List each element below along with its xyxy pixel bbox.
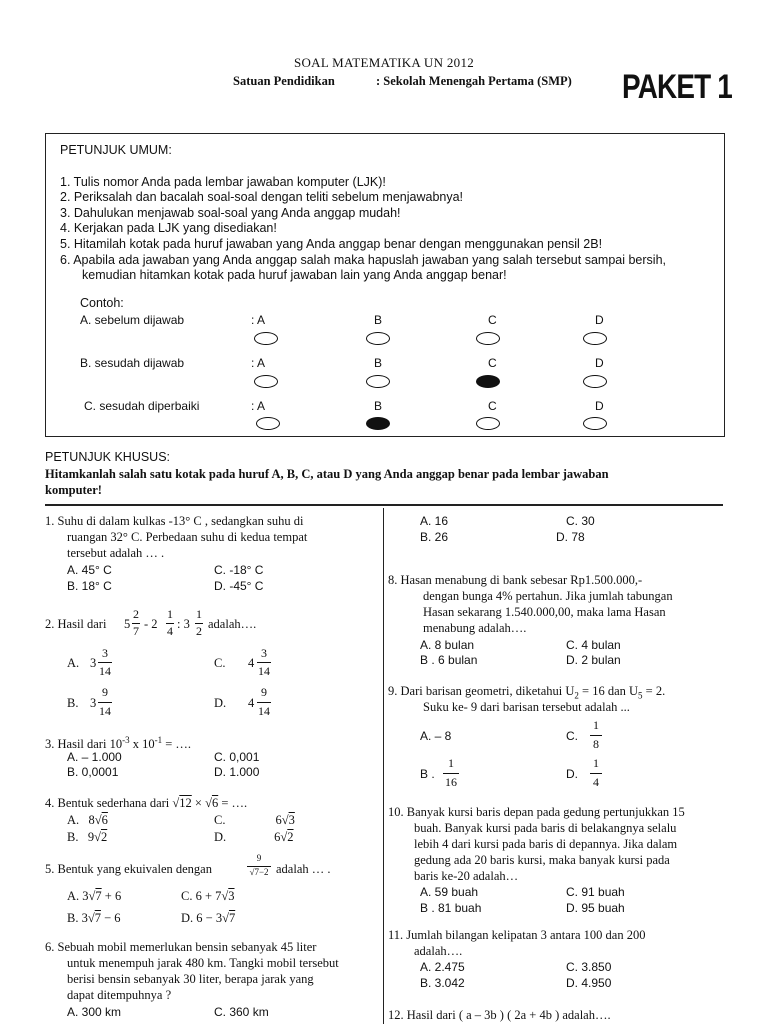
operator: - 2 (144, 617, 158, 631)
question-6-line: dapat ditempuhnya ? (67, 988, 172, 1002)
question-4: 4. Bentuk sederhana dari √12 × √6 = …. (45, 796, 248, 810)
fraction-numerator: 1 (593, 756, 599, 770)
fraction-bar (590, 735, 602, 736)
sqrt-symbol: √ (205, 796, 212, 810)
general-instructions-title: PETUNJUK UMUM: (60, 143, 172, 157)
sqrt-symbol: √ (172, 796, 180, 810)
option-c: C. 6√3 (214, 813, 295, 827)
option-c: C. 6 + 7√3 (181, 889, 235, 903)
fraction-denominator: 7 (133, 624, 139, 638)
school-level-value: : Sekolah Menengah Pertama (SMP) (376, 74, 572, 88)
option-a: A. 59 buah (420, 885, 479, 899)
fraction-denominator: 14 (258, 664, 270, 678)
option-d: D. -45° C (214, 579, 264, 593)
option-letter-c: C (488, 356, 497, 370)
answer-bubble-empty (583, 332, 607, 345)
instruction-item: 2. Periksalah dan bacalah soal-soal dengan teliti sebelum menjawabnya! (60, 190, 464, 204)
example-row-label: B. sesudah dijawab (80, 356, 185, 370)
question-9-line: Suku ke- 9 dari barisan tersebut adalah ... (423, 700, 630, 714)
question-12: 12. Hasil dari ( a – 3b ) ( 2a + 4b ) adalah…. (388, 1008, 611, 1022)
question-8-line: 8. Hasan menabung di bank sebesar Rp1.500.000,- (388, 573, 643, 587)
section-divider (45, 504, 723, 506)
option-letter-d: D (595, 399, 604, 413)
fraction-denominator: 4 (593, 775, 599, 789)
option-d-label: D. (214, 696, 227, 710)
option-letter-c: C (488, 399, 497, 413)
option-c-label: C. (214, 656, 226, 670)
fraction-numerator: 9 (261, 685, 267, 699)
fraction-numerator: 2 (133, 607, 139, 621)
instruction-item: 6. Apabila ada jawaban yang Anda anggap salah maka hapuslah jawaban yang salah tersebut sampai bersih, (60, 253, 666, 267)
question-1-line: 1. Suhu di dalam kulkas -13° C , sedangkan suhu di (45, 514, 304, 528)
instruction-item: 5. Hitamilah kotak pada huruf jawaban yang Anda anggap benar dengan menggunakan pensil 2B! (60, 237, 603, 251)
question-2-prefix: 2. Hasil dari (45, 617, 107, 631)
instruction-item: 1. Tulis nomor Anda pada lembar jawaban komputer (LJK)! (60, 175, 386, 189)
option-letter-b: B (374, 313, 383, 327)
option-c-label: C. (566, 729, 578, 743)
fraction-denominator: 2 (196, 624, 202, 638)
fraction-denominator: √7−2 (249, 867, 269, 877)
paket-label: PAKET 1 (622, 68, 732, 106)
option-d: D. 1.000 (214, 765, 260, 779)
question-10-line: lebih 4 dari kursi pada baris di depannya. Jika dalam (414, 837, 678, 851)
mixed-number-whole: 5 (124, 617, 131, 631)
option-a-label: A. (67, 656, 80, 670)
fraction-numerator: 9 (256, 853, 262, 863)
option-b: B. 0,0001 (67, 765, 119, 779)
option-b: B. 3.042 (420, 976, 465, 990)
answer-bubble-empty (254, 375, 278, 388)
fraction-bar (98, 702, 112, 703)
fraction-numerator: 1 (448, 756, 454, 770)
option-b: B . 6 bulan (420, 653, 478, 667)
option-a: A. 45° C (67, 563, 112, 577)
answer-bubble-empty (366, 375, 390, 388)
option-a: A. 2.475 (420, 960, 465, 974)
option-a: A. 16 (420, 514, 449, 528)
fraction-bar (590, 773, 602, 774)
fraction-numerator: 3 (102, 646, 108, 660)
option-b: B. 18° C (67, 579, 112, 593)
fraction-denominator: 16 (445, 775, 457, 789)
answer-bubble-filled (366, 417, 390, 430)
mixed-number-whole: 4 (248, 656, 255, 670)
option-letter-a: : A (251, 356, 266, 370)
option-letter-b: B (374, 356, 383, 370)
answer-bubble-empty (254, 332, 278, 345)
specific-instructions-line: Hitamkanlah salah satu kotak pada huruf A, B, C, atau D yang Anda anggap benar pada lembar jawaban (45, 467, 609, 481)
option-c: C. 360 km (214, 1005, 269, 1019)
option-b: B . 81 buah (420, 901, 482, 915)
example-row-label: C. sesudah diperbaiki (84, 399, 200, 413)
question-2-suffix: adalah…. (208, 617, 257, 631)
option-d: D. 95 buah (566, 901, 625, 915)
mixed-number-whole: 3 (90, 696, 97, 710)
option-a: A. 8√6 (67, 813, 108, 827)
fraction-numerator: 1 (167, 607, 173, 621)
question-10-line: gedung ada 20 baris kursi, maka banyak kursi pada (414, 853, 670, 867)
option-b-label: B . (420, 767, 435, 781)
option-b: B. 26 (420, 530, 449, 544)
option-b: B. 3√7 − 6 (67, 911, 121, 925)
option-d: D. 78 (556, 530, 585, 544)
fraction-bar (443, 773, 459, 774)
question-10-line: 10. Banyak kursi baris depan pada gedung pertunjukkan 15 (388, 805, 685, 819)
answer-bubble-empty (366, 332, 390, 345)
question-11-line: 11. Jumlah bilangan kelipatan 3 antara 100 dan 200 (388, 928, 646, 942)
question-6-line: untuk menempuh jarak 480 km. Tangki mobil tersebut (67, 956, 339, 970)
answer-bubble-empty (583, 375, 607, 388)
document-title: SOAL MATEMATIKA UN 2012 (293, 55, 475, 70)
fraction-bar (257, 702, 271, 703)
question-3: 3. Hasil dari $10^{-3}$ x $10^{-1}$ = …. (45, 735, 192, 752)
option-d: D. 6√2 (214, 830, 294, 844)
column-divider (383, 508, 384, 1024)
question-5-prefix: 5. Bentuk yang ekuivalen dengan (45, 862, 212, 876)
question-10-line: buah. Banyak kursi pada baris di belakangnya selalu (414, 821, 677, 835)
option-a: A. 3√7 + 6 (67, 889, 122, 903)
option-c: C. 30 (566, 514, 595, 528)
fraction-denominator: 14 (99, 704, 111, 718)
option-a: A. – 1.000 (67, 750, 122, 764)
option-c: C. 3.850 (566, 960, 612, 974)
option-letter-d: D (595, 356, 604, 370)
option-b-label: B. (67, 696, 79, 710)
answer-bubble-empty (476, 332, 500, 345)
question-1-line: tersebut adalah … . (67, 546, 165, 560)
option-letter-b: B (374, 399, 383, 413)
fraction-numerator: 3 (261, 646, 267, 660)
answer-bubble-empty (256, 417, 280, 430)
option-letter-a: : A (251, 313, 266, 327)
option-b: B. 9√2 (67, 830, 108, 844)
instruction-item: 3. Dahulukan menjawab soal-soal yang Anda anggap mudah! (60, 206, 401, 220)
fraction-denominator: 14 (258, 704, 270, 718)
option-d: D. 4.950 (566, 976, 612, 990)
question-8-line: dengan bunga 4% pertahun. Jika jumlah tabungan (423, 589, 673, 603)
option-c: C. 91 buah (566, 885, 625, 899)
fraction-numerator: 1 (196, 607, 202, 621)
instruction-item: 4. Kerjakan pada LJK yang disediakan! (60, 221, 277, 235)
fraction-denominator: 4 (167, 624, 173, 638)
school-level-label: Satuan Pendidikan (233, 74, 335, 88)
option-c: C. 0,001 (214, 750, 260, 764)
example-label: Contoh: (80, 296, 124, 310)
option-d: D. 6 − 3√7 (181, 911, 236, 925)
question-1-line: ruangan 32° C. Perbedaan suhu di kedua tempat (67, 530, 308, 544)
question-11-line: adalah…. (414, 944, 463, 958)
answer-bubble-empty (476, 417, 500, 430)
option-letter-d: D (595, 313, 604, 327)
fraction-denominator: 14 (99, 664, 111, 678)
specific-instructions-line: komputer! (45, 483, 102, 497)
question-9-line: 9. Dari barisan geometri, diketahui $U_2 = 16$ dan $U_5 = 2$. (388, 684, 666, 701)
question-6-line: 6. Sebuah mobil memerlukan bensin sebanyak 45 liter (45, 940, 317, 954)
mixed-number-whole: 3 (90, 656, 97, 670)
fraction-bar (257, 662, 271, 663)
option-a: A. 300 km (67, 1005, 122, 1019)
option-a: A. – 8 (420, 729, 452, 743)
example-row-label: A. sebelum dijawab (80, 313, 185, 327)
operator: : 3 (177, 617, 190, 631)
fraction-denominator: 8 (593, 737, 599, 751)
option-c: C. -18° C (214, 563, 264, 577)
instruction-item-continued: kemudian hitamkan kotak pada huruf jawaban lain yang Anda anggap benar! (82, 268, 507, 282)
question-8-line: menabung adalah…. (423, 621, 527, 635)
question-10-line: baris ke-20 adalah… (414, 869, 519, 883)
answer-bubble-empty (583, 417, 607, 430)
fraction-bar (98, 662, 112, 663)
specific-instructions-title: PETUNJUK KHUSUS: (45, 450, 171, 464)
question-8-line: Hasan sekarang 1.540.000,00, maka lama Hasan (423, 605, 666, 619)
option-d: D. 2 bulan (566, 653, 621, 667)
option-c: C. 4 bulan (566, 638, 621, 652)
option-d-label: D. (566, 767, 578, 781)
answer-bubble-filled (476, 375, 500, 388)
option-a: A. 8 bulan (420, 638, 475, 652)
question-6-line: berisi bensin sebanyak 30 liter, berapa jarak yang (67, 972, 314, 986)
fraction-numerator: 9 (102, 685, 108, 699)
option-letter-c: C (488, 313, 497, 327)
fraction-numerator: 1 (593, 718, 599, 732)
mixed-number-whole: 4 (248, 696, 255, 710)
option-letter-a: : A (251, 399, 266, 413)
question-5-suffix: adalah … . (276, 862, 331, 876)
